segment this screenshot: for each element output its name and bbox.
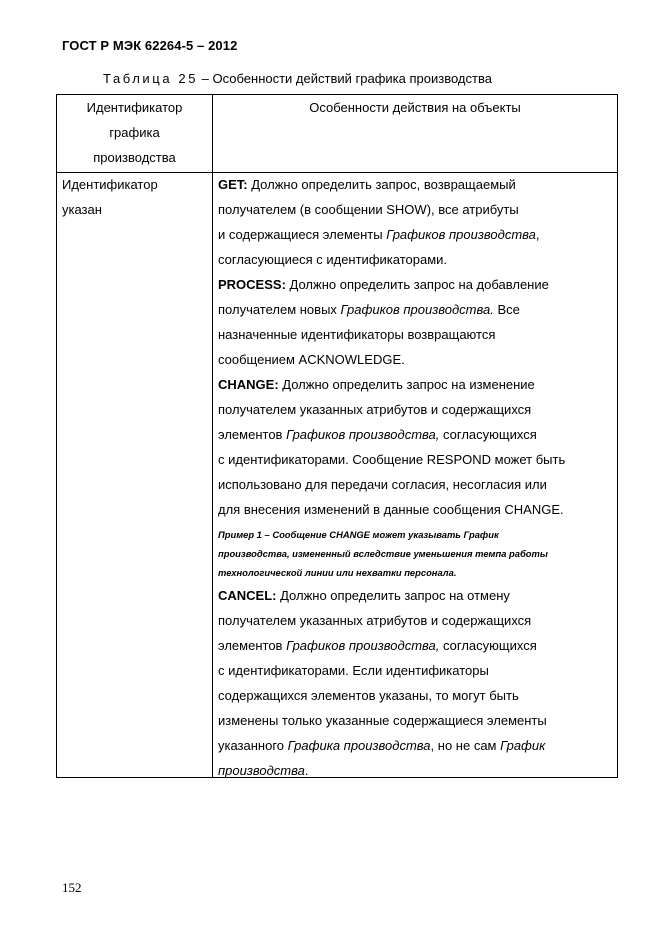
actions-table: [56, 94, 618, 778]
change-text: согласующихся: [439, 427, 537, 442]
get-text: и содержащиеся элементы: [218, 227, 387, 242]
change-text: Должно определить запрос на изменение: [278, 377, 535, 392]
cancel-keyword: CANCEL:: [218, 588, 277, 603]
get-line: согласующиеся с идентификаторами.: [218, 252, 448, 267]
header-cell-identifier: [57, 95, 212, 170]
cancel-text: Должно определить запрос на отмену: [276, 588, 510, 603]
get-term: Графиков производства: [386, 227, 536, 242]
cancel-line: содержащихся элементов указаны, то могут быть: [218, 688, 519, 703]
cancel-line: [218, 583, 614, 608]
process-line: назначенные идентификаторы возвращаются: [218, 327, 496, 342]
cancel-line: [218, 633, 614, 658]
process-line: [218, 272, 614, 297]
table-caption-label: Таблица 25: [103, 71, 199, 86]
change-line: для внесения изменений в данные сообщения CHANGE.: [218, 502, 564, 517]
cancel-text: .: [304, 763, 309, 778]
cancel-line: [218, 733, 614, 758]
change-term: Графиков производства,: [286, 427, 440, 442]
row-left-line: Идентификатор: [62, 177, 158, 192]
document-standard-title: ГОСТ Р МЭК 62264-5 – 2012: [62, 38, 238, 53]
note-line: производства, измененный вследствие уменьшения темпа работы: [218, 548, 548, 559]
table-caption: [103, 71, 492, 86]
process-text: Должно определить запрос на добавление: [285, 277, 549, 292]
change-line: использовано для передачи согласия, несогласия или: [218, 477, 547, 492]
change-line: [218, 422, 614, 447]
change-keyword: CHANGE:: [218, 377, 279, 392]
note-line: Пример 1 – Сообщение CHANGE может указывать График: [218, 529, 499, 540]
cancel-text: элементов: [218, 638, 287, 653]
cancel-line: изменены только указанные содержащиеся элементы: [218, 713, 547, 728]
cancel-text: согласующихся: [439, 638, 537, 653]
column-divider: [212, 95, 213, 777]
change-line: [218, 372, 614, 397]
cancel-text: , но не сам: [430, 738, 501, 753]
cancel-line: с идентификаторами. Если идентификаторы: [218, 663, 489, 678]
get-text: ,: [535, 227, 540, 242]
get-line: получателем (в сообщении SHOW), все атрибуты: [218, 202, 519, 217]
cancel-term: производства: [218, 763, 305, 778]
page-number: 152: [62, 880, 82, 895]
process-term: Графиков производства.: [340, 302, 494, 317]
cancel-term: Графиков производства,: [286, 638, 440, 653]
row-left-line: указан: [62, 202, 102, 217]
row-cell-action-features: [218, 172, 614, 783]
header-left-line: графика: [109, 125, 160, 140]
cancel-line: получателем указанных атрибутов и содержащихся: [218, 613, 532, 628]
cancel-term: Графика производства: [287, 738, 431, 753]
cancel-line: [218, 758, 614, 783]
header-cell-action-features: Особенности действия на объекты: [309, 100, 521, 115]
cancel-term: График: [500, 738, 546, 753]
table-caption-text: – Особенности действий графика производства: [198, 71, 492, 86]
header-left-line: производства: [93, 150, 176, 165]
note-line: технологической линии или нехватки персонала.: [218, 567, 457, 578]
cancel-text: указанного: [218, 738, 288, 753]
change-line: с идентификаторами. Сообщение RESPOND может быть: [218, 452, 566, 467]
row-cell-identifier: [62, 172, 210, 222]
process-text: получателем новых: [218, 302, 341, 317]
get-line: [218, 172, 614, 197]
process-keyword: PROCESS:: [218, 277, 286, 292]
get-keyword: GET:: [218, 177, 248, 192]
process-line: [218, 297, 614, 322]
example-note: [218, 525, 614, 582]
change-line: получателем указанных атрибутов и содержащихся: [218, 402, 532, 417]
get-line: [218, 222, 614, 247]
get-text: Должно определить запрос, возвращаемый: [247, 177, 516, 192]
change-text: элементов: [218, 427, 287, 442]
process-text: Все: [493, 302, 520, 317]
header-left-line: Идентификатор: [86, 100, 183, 115]
process-line: сообщением ACKNOWLEDGE.: [218, 352, 405, 367]
